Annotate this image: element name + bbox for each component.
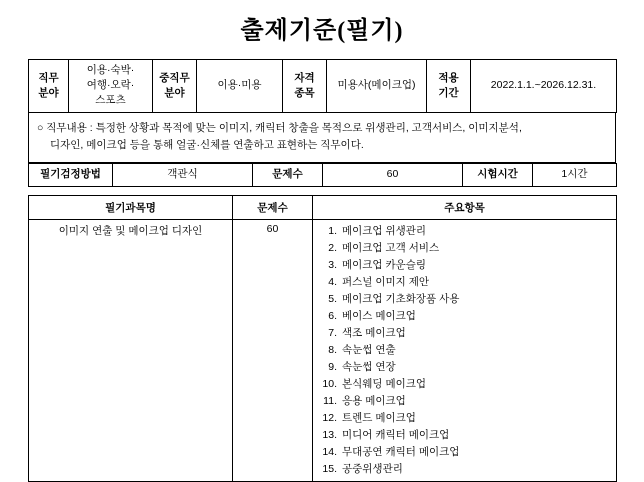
subject-items [313,219,617,481]
subject-table [28,195,617,482]
table-row [29,219,617,481]
item-number: 11. [323,394,337,407]
exam-method-label: 필기검정방법 [29,164,113,186]
list-item [317,461,612,478]
job-description-line2: 디자인, 메이크업 등을 통해 얼굴·신체를 연출하고 표현하는 직무이다. [50,138,364,151]
job-field-value-line2: 여행·오락· [86,79,135,92]
item-number: 10. [322,377,337,390]
subject-header: 필기과목명 [29,195,233,219]
item-label: 메이크업 카운슬링 [342,258,427,271]
count-header: 문제수 [233,195,313,219]
item-number: 14. [322,445,337,458]
item-number: 12. [322,411,337,424]
apply-period-value: 2022.1.1.~2026.12.31. [471,60,617,113]
job-description-line1: ○ 직무내용 : 특정한 상황과 목적에 맞는 이미지, 캐릭터 창출을 목적으로 위생관리, 고객서비스, 이미지분석, [37,121,522,134]
list-item [317,342,612,359]
exam-time-value: 1시간 [533,164,617,186]
mid-field-label-line2: 분야 [164,86,185,99]
item-label: 트렌드 메이크업 [342,411,416,424]
item-number: 13. [322,428,337,441]
subject-count: 60 [233,219,313,481]
exam-time-label: 시험시간 [463,164,533,186]
apply-period-label-line2: 기간 [438,86,459,99]
qualification-label-line1: 자격 [294,71,315,84]
item-number: 2. [328,241,337,254]
document-page [0,10,644,475]
list-item [317,223,612,240]
list-item [317,393,612,410]
page-title: 출제기준(필기) [240,18,404,44]
info-table [28,59,617,113]
list-item [317,291,612,308]
question-count-label: 문제수 [253,164,323,186]
question-count-value: 60 [323,164,463,186]
list-item [317,257,612,274]
item-label: 메이크업 고객 서비스 [342,241,440,254]
item-label: 무대공연 캐릭터 메이크업 [342,445,460,458]
item-number: 4. [328,275,337,288]
subject-name: 이미지 연출 및 메이크업 디자인 [29,219,233,481]
apply-period-label [427,60,471,113]
list-item [317,274,612,291]
item-label: 속눈썹 연장 [342,360,396,373]
list-item [317,325,612,342]
apply-period-label-line1: 적용 [438,71,459,84]
item-label: 미디어 캐릭터 메이크업 [342,428,450,441]
list-item [317,444,612,461]
mid-field-label-line1: 중직무 [159,71,190,84]
job-description [28,113,616,164]
job-field-label-line1: 직무 [38,71,59,84]
item-number: 3. [328,258,337,271]
list-item [317,308,612,325]
item-label: 메이크업 기초화장품 사용 [342,292,460,305]
info-row [29,60,617,113]
item-number: 15. [322,462,337,475]
mid-field-value: 이용·미용 [197,60,283,113]
item-number: 9. [328,360,337,373]
list-item [317,427,612,444]
item-number: 5. [328,292,337,305]
items-list [317,223,612,478]
job-field-value-line3: 스포츠 [95,94,126,107]
job-field-label [29,60,69,113]
list-item [317,359,612,376]
qualification-value: 미용사(메이크업) [327,60,427,113]
list-item [317,410,612,427]
exam-method-value: 객관식 [113,164,253,186]
table-spacer [28,187,616,195]
list-item [317,376,612,393]
qualification-label [283,60,327,113]
item-number: 8. [328,343,337,356]
item-number: 7. [328,326,337,339]
job-field-label-line2: 분야 [38,86,59,99]
item-label: 메이크업 위생관리 [342,224,427,237]
items-header: 주요항목 [313,195,617,219]
job-field-value [69,60,153,113]
qualification-label-line2: 종목 [294,86,315,99]
item-label: 베이스 메이크업 [342,309,416,322]
item-label: 응용 메이크업 [342,394,406,407]
item-label: 색조 메이크업 [342,326,406,339]
mid-field-label [153,60,197,113]
job-field-value-line1: 이용·숙박· [86,64,135,76]
item-number: 1. [328,224,337,237]
exam-method-table [28,163,617,186]
exam-method-row [29,164,617,186]
item-label: 속눈썹 연출 [342,343,396,356]
item-label: 공중위생관리 [342,462,403,475]
item-number: 6. [328,309,337,322]
item-label: 본식웨딩 메이크업 [342,377,427,390]
subject-table-header-row [29,195,617,219]
item-label: 퍼스널 이미지 제안 [342,275,429,288]
list-item [317,240,612,257]
